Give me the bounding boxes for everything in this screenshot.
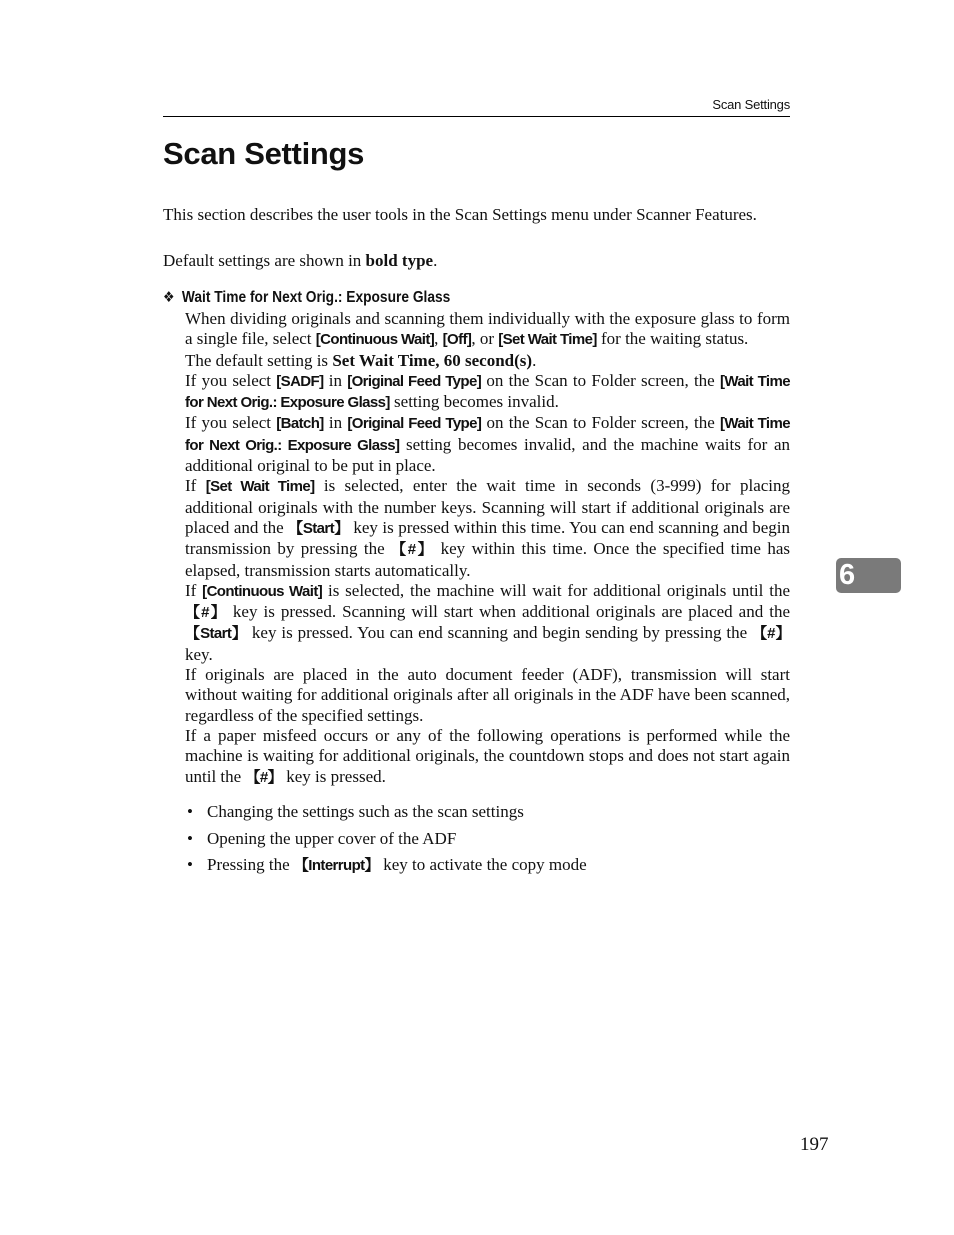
key-label-continuous-wait: [Continuous Wait] <box>202 582 323 600</box>
key-label-hash: 【#】 <box>752 625 790 643</box>
text: If a paper misfeed occurs or any of the following operations is performed while the machine is waiting for additional originals, the countdown stops and does not start again until the <box>185 725 790 786</box>
text: Pressing the <box>207 855 294 874</box>
running-header-title: Scan Settings <box>712 97 790 112</box>
text: is selected, the machine will wait for additional originals until the <box>322 580 790 600</box>
paragraph-continuous-wait <box>185 581 790 665</box>
text: in <box>323 370 348 390</box>
text: key within this time. Once the specified time has elapsed, transmission starts automatically. <box>185 539 790 580</box>
key-label-hash: 【#】 <box>391 541 435 559</box>
key-label-batch: [Batch] <box>276 415 324 433</box>
key-label-start: 【Start】 <box>185 625 247 643</box>
paragraph-sadf <box>185 371 790 414</box>
key-label-hash: 【#】 <box>185 604 227 622</box>
text: is selected, enter the wait time in seconds (3-999) for placing additional originals with the number keys. Scanning will start if additional originals are placed and the <box>185 476 791 537</box>
key-label-wait-time: [Wait Time for Next Orig.: Exposure Glass] <box>185 415 790 454</box>
text: for the waiting status. <box>596 329 749 349</box>
section-body <box>185 309 790 788</box>
section-heading-text: Wait Time for Next Orig.: Exposure Glass <box>181 289 451 306</box>
text: key is pressed. <box>282 766 386 786</box>
key-label-wait-time: [Wait Time for Next Orig.: Exposure Glass] <box>185 372 790 412</box>
key-label-set-wait-time: [Set Wait Time] <box>205 478 315 496</box>
paragraph-misfeed <box>185 726 790 788</box>
text: If you select <box>185 370 277 390</box>
section-heading <box>163 288 450 307</box>
text: If <box>185 476 206 496</box>
text: If <box>185 580 203 600</box>
page-title: Scan Settings <box>163 136 365 171</box>
key-label-set-wait-time: [Set Wait Time] <box>498 331 597 349</box>
text: If you select <box>185 413 277 433</box>
paragraph-default-setting <box>185 351 790 371</box>
defaults-emphasis: bold type <box>365 251 434 270</box>
default-value: Set Wait Time, 60 second(s) <box>332 350 533 370</box>
operations-list <box>185 802 790 882</box>
diamond-bullet-icon: ❖ <box>163 289 175 306</box>
chapter-number: 6 <box>839 559 856 591</box>
key-label-sadf: [SADF] <box>276 372 324 390</box>
text: on the Scan to Folder screen, the <box>481 370 720 390</box>
key-label-start: 【Start】 <box>288 519 349 537</box>
text: key is pressed within this time. You can end scanning and begin transmission by pressing the <box>185 517 790 559</box>
list-item: • Changing the settings such as the scan settings <box>185 802 790 829</box>
paragraph-batch <box>185 413 790 476</box>
defaults-note <box>163 251 790 271</box>
page-number: 197 <box>800 1134 829 1155</box>
list-item <box>185 855 790 882</box>
text: key is pressed. You can end scanning and begin sending by pressing the <box>246 623 753 643</box>
text: , <box>434 329 443 349</box>
key-label-original-feed-type: [Original Feed Type] <box>347 372 482 390</box>
text: setting becomes invalid. <box>389 392 559 412</box>
key-label-hash: 【#】 <box>245 768 282 786</box>
key-label-interrupt: 【Interrupt】 <box>293 857 379 874</box>
text: The default setting is <box>185 350 333 370</box>
paragraph-set-wait-time <box>185 476 790 580</box>
key-label-off: [Off] <box>442 331 472 349</box>
paragraph-adf: If originals are placed in the auto document feeder (ADF), transmission will start without waiting for additional originals after all originals in the ADF have been scanned, regardless of the specified settings. <box>185 665 790 725</box>
list-item: • Opening the upper cover of the ADF <box>185 829 790 856</box>
text: . <box>532 350 537 370</box>
text: on the Scan to Folder screen, the <box>481 413 720 433</box>
intro-paragraph: This section describes the user tools in the Scan Settings menu under Scanner Features. <box>163 205 757 224</box>
running-header <box>163 96 790 117</box>
text: setting becomes invalid, and the machine waits for an additional original to be put in place. <box>185 434 790 476</box>
key-label-original-feed-type: [Original Feed Type] <box>347 415 482 433</box>
defaults-suffix: . <box>433 251 438 270</box>
key-label-continuous-wait: [Continuous Wait] <box>315 331 435 349</box>
text: , or <box>471 329 499 349</box>
defaults-prefix: Default settings are shown in <box>163 251 366 270</box>
text: in <box>323 413 348 433</box>
chapter-tab <box>836 558 901 593</box>
text: key. <box>185 644 213 664</box>
text: key to activate the copy mode <box>378 855 587 874</box>
text: key is pressed. Scanning will start when additional originals are placed and the <box>226 602 791 622</box>
paragraph-waiting-status <box>185 309 790 351</box>
text: When dividing originals and scanning them individually with the exposure glass to form a single file, select <box>185 309 790 349</box>
